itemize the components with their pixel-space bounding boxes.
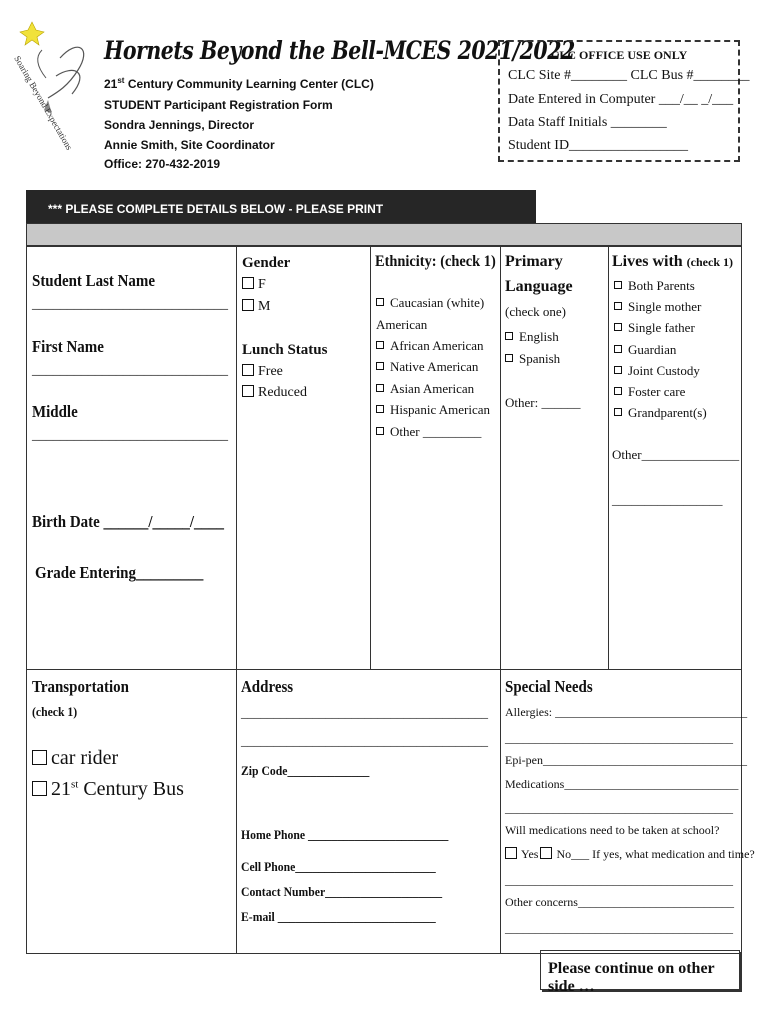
checkbox-icon xyxy=(242,364,254,376)
zip-code-field[interactable]: Zip Code______________ xyxy=(241,763,370,778)
grey-bar xyxy=(26,223,742,246)
language-other[interactable]: Other: ______ xyxy=(505,395,581,410)
checkbox-icon xyxy=(614,302,622,310)
checkbox-icon xyxy=(376,427,384,435)
checkbox-icon xyxy=(376,405,384,413)
lives-with-option[interactable]: Both Parents xyxy=(614,278,695,294)
checkbox-icon xyxy=(540,847,552,859)
transportation-note: (check 1) xyxy=(32,704,78,719)
first-name-label: First Name xyxy=(32,337,104,356)
checkbox-icon xyxy=(242,277,254,289)
registration-grid xyxy=(26,246,755,954)
medications-question: Will medications need to be taken at school? xyxy=(505,823,720,837)
lives-with-option[interactable]: Grandparent(s) xyxy=(614,405,707,421)
ethnicity-caucasian-cont: American xyxy=(376,317,428,332)
student-id-field[interactable]: Student ID_________________ xyxy=(508,138,689,153)
office-use-box xyxy=(498,40,750,162)
allergies-line[interactable]: ______________________________________ xyxy=(505,731,733,745)
middle-name-field[interactable]: ____________________________ xyxy=(32,428,228,443)
staff-initials-field[interactable]: Data Staff Initials ________ xyxy=(508,115,667,130)
lives-with-other-line[interactable]: _________________ xyxy=(612,492,723,507)
lunch-option-reduced[interactable]: Reduced xyxy=(242,385,307,401)
first-name-field[interactable]: ____________________________ xyxy=(32,363,228,378)
header-director: Sondra Jennings, Director xyxy=(104,118,255,132)
ethnicity-native-american[interactable]: Native American xyxy=(376,359,478,375)
medications-line[interactable]: ______________________________________ xyxy=(505,801,733,815)
last-name-label: Student Last Name xyxy=(32,271,156,290)
header-office-phone: Office: 270-432-2019 xyxy=(104,157,221,171)
lives-with-option[interactable]: Foster care xyxy=(614,384,685,400)
lives-with-option[interactable]: Single mother xyxy=(614,299,701,315)
ethnicity-hispanic-american[interactable]: Hispanic American xyxy=(376,402,490,418)
last-name-field[interactable]: ____________________________ xyxy=(32,297,228,312)
language-english[interactable]: English xyxy=(505,329,559,345)
ethnicity-african-american[interactable]: African American xyxy=(376,338,483,354)
lives-with-option[interactable]: Guardian xyxy=(614,342,676,358)
lives-with-option[interactable]: Single father xyxy=(614,320,695,336)
header-clc-line: 21st Century Community Learning Center (CLC) xyxy=(104,76,374,91)
birth-date-field[interactable]: Birth Date ______/_____/____ xyxy=(32,512,224,531)
gender-heading: Gender xyxy=(242,255,291,271)
checkbox-icon xyxy=(376,384,384,392)
checkbox-icon xyxy=(614,408,622,416)
ethnicity-heading: Ethnicity: (check 1) xyxy=(375,253,496,270)
ethnicity-asian-american[interactable]: Asian American xyxy=(376,381,474,397)
checkbox-icon xyxy=(376,341,384,349)
checkbox-icon xyxy=(242,299,254,311)
transportation-heading: Transportation xyxy=(32,677,129,696)
lunch-heading: Lunch Status xyxy=(242,342,328,358)
header-form-name: STUDENT Participant Registration Form xyxy=(104,98,333,112)
epipen-field[interactable]: Epi-pen__________________________________ xyxy=(505,753,747,767)
language-heading-1: Primary xyxy=(505,253,563,270)
transport-car-rider[interactable]: car rider xyxy=(32,747,118,770)
contact-number-field[interactable]: Contact Number____________________ xyxy=(241,884,443,899)
home-phone-field[interactable]: Home Phone ________________________ xyxy=(241,827,449,842)
program-logo xyxy=(8,18,100,168)
checkbox-icon xyxy=(505,332,513,340)
checkbox-icon xyxy=(505,847,517,859)
other-concerns-field[interactable]: Other concerns__________________________ xyxy=(505,895,734,909)
grade-entering-field[interactable]: Grade Entering_________ xyxy=(35,563,204,582)
address-line-2[interactable]: ______________________________________ xyxy=(241,733,488,748)
gender-option-m[interactable]: M xyxy=(242,299,270,315)
special-needs-heading: Special Needs xyxy=(505,677,593,696)
checkbox-icon xyxy=(614,366,622,374)
checkbox-icon xyxy=(614,387,622,395)
other-concerns-line[interactable]: ______________________________________ xyxy=(505,921,733,935)
gender-option-f[interactable]: F xyxy=(242,277,266,293)
medications-yes-no[interactable]: Yes No___ If yes, what medication and time? xyxy=(505,847,755,862)
lunch-option-free[interactable]: Free xyxy=(242,364,283,380)
continue-note: Please continue on other side … xyxy=(540,950,740,990)
header-coordinator: Annie Smith, Site Coordinator xyxy=(104,138,275,152)
checkbox-icon xyxy=(614,281,622,289)
checkbox-icon xyxy=(376,362,384,370)
email-field[interactable]: E-mail ___________________________ xyxy=(241,909,436,924)
date-entered-field[interactable]: Date Entered in Computer ___/__ _/___ xyxy=(508,92,734,107)
checkbox-icon xyxy=(505,354,513,362)
address-heading: Address xyxy=(241,677,294,696)
checkbox-icon xyxy=(376,298,384,306)
middle-name-label: Middle xyxy=(32,402,78,421)
form-title: Hornets Beyond the Bell-MCES 2021/2022 xyxy=(104,36,575,65)
medications-time-line[interactable]: ______________________________________ xyxy=(505,873,733,887)
checkbox-icon xyxy=(32,750,47,765)
checkbox-icon xyxy=(32,781,47,796)
ethnicity-caucasian[interactable]: Caucasian (white) xyxy=(376,295,484,311)
office-use-heading: CLC OFFICE USE ONLY xyxy=(550,48,688,62)
ethnicity-other[interactable]: Other _________ xyxy=(376,424,481,440)
medications-field[interactable]: Medications_____________________________ xyxy=(505,777,739,791)
clc-site-field[interactable]: CLC Site #________ CLC Bus #________ xyxy=(508,68,750,83)
checkbox-icon xyxy=(614,345,622,353)
logo-text: Soaring Beyond Expectations xyxy=(12,54,75,152)
language-note: (check one) xyxy=(505,304,566,319)
checkbox-icon xyxy=(242,385,254,397)
language-spanish[interactable]: Spanish xyxy=(505,351,560,367)
instructions-banner: *** PLEASE COMPLETE DETAILS BELOW - PLEASE PRINT xyxy=(26,190,536,223)
lives-with-heading: Lives with (check 1) xyxy=(612,253,733,270)
address-line-1[interactable]: ______________________________________ xyxy=(241,705,488,720)
cell-phone-field[interactable]: Cell Phone________________________ xyxy=(241,859,436,874)
allergies-field[interactable]: Allergies: ________________________________ xyxy=(505,705,748,719)
transport-bus[interactable]: 21st Century Bus xyxy=(32,778,184,801)
language-heading-2: Language xyxy=(505,278,573,295)
lives-with-option[interactable]: Joint Custody xyxy=(614,363,700,379)
checkbox-icon xyxy=(614,323,622,331)
lives-with-other[interactable]: Other_______________ xyxy=(612,447,740,462)
